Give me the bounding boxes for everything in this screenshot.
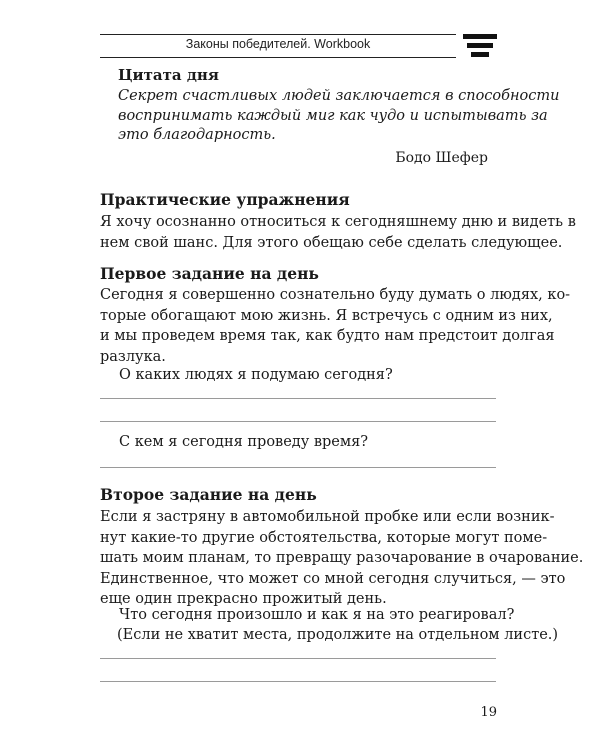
quote-text (118, 87, 560, 146)
header-rule-bottom (100, 57, 456, 58)
header-rule-top (100, 34, 456, 35)
task1-text (100, 285, 571, 367)
task2-text (100, 507, 584, 610)
task2-question: Что сегодня произошло и как я на это реагировал? (119, 607, 515, 623)
text-line: Сегодня я совершенно сознательно буду думать о людях, ко- (100, 287, 571, 303)
quote-line: воспринимать каждый миг как чудо и испытывать за (118, 107, 548, 124)
text-line: Если я застряну в автомобильной пробке или если возник- (100, 509, 555, 525)
task1-question-time: С кем я сегодня проведу время? (119, 434, 369, 450)
practice-text (100, 212, 576, 253)
running-header-title: Законы победителей. Workbook (185, 37, 371, 51)
text-line: еще один прекрасно прожитый день. (100, 591, 387, 607)
text-line: торые обогащают мою жизнь. Я встречусь с одним из них, (100, 307, 553, 324)
answer-line[interactable] (100, 681, 496, 682)
quote-author: Бодо Шефер (395, 150, 488, 166)
answer-line[interactable] (100, 398, 496, 399)
task2-question-note: (Если не хватит места, продолжите на отдельном листе.) (117, 627, 559, 643)
quote-line: Секрет счастливых людей заключается в способности (118, 88, 560, 104)
task2-heading: Второе задание на день (100, 485, 317, 504)
quote-heading: Цитата дня (118, 66, 219, 84)
quote-line: это благодарность. (118, 127, 276, 143)
text-line: Я хочу осознанно относиться к сегодняшнему дню и видеть в (100, 214, 576, 230)
text-line: шать моим планам, то превращу разочарование в очарование. (100, 550, 584, 566)
text-line: разлука. (100, 348, 166, 365)
page-number: 19 (480, 705, 497, 720)
text-line: нем свой шанс. Для этого обещаю себе сделать следующее. (100, 234, 563, 251)
task1-heading: Первое задание на день (100, 264, 319, 283)
text-line: Единственное, что может со мной сегодня случиться, — это (100, 570, 566, 587)
task1-question-people: О каких людях я подумаю сегодня? (119, 367, 393, 383)
answer-line[interactable] (100, 421, 496, 422)
stacked-bars-icon (463, 34, 497, 64)
text-line: и мы проведем время так, как будто нам предстоит долгая (100, 328, 555, 344)
answer-line[interactable] (100, 467, 496, 468)
answer-line[interactable] (100, 658, 496, 659)
practice-heading: Практические упражнения (100, 190, 350, 209)
text-line: нут какие-то другие обстоятельства, которые могут поме- (100, 529, 548, 546)
